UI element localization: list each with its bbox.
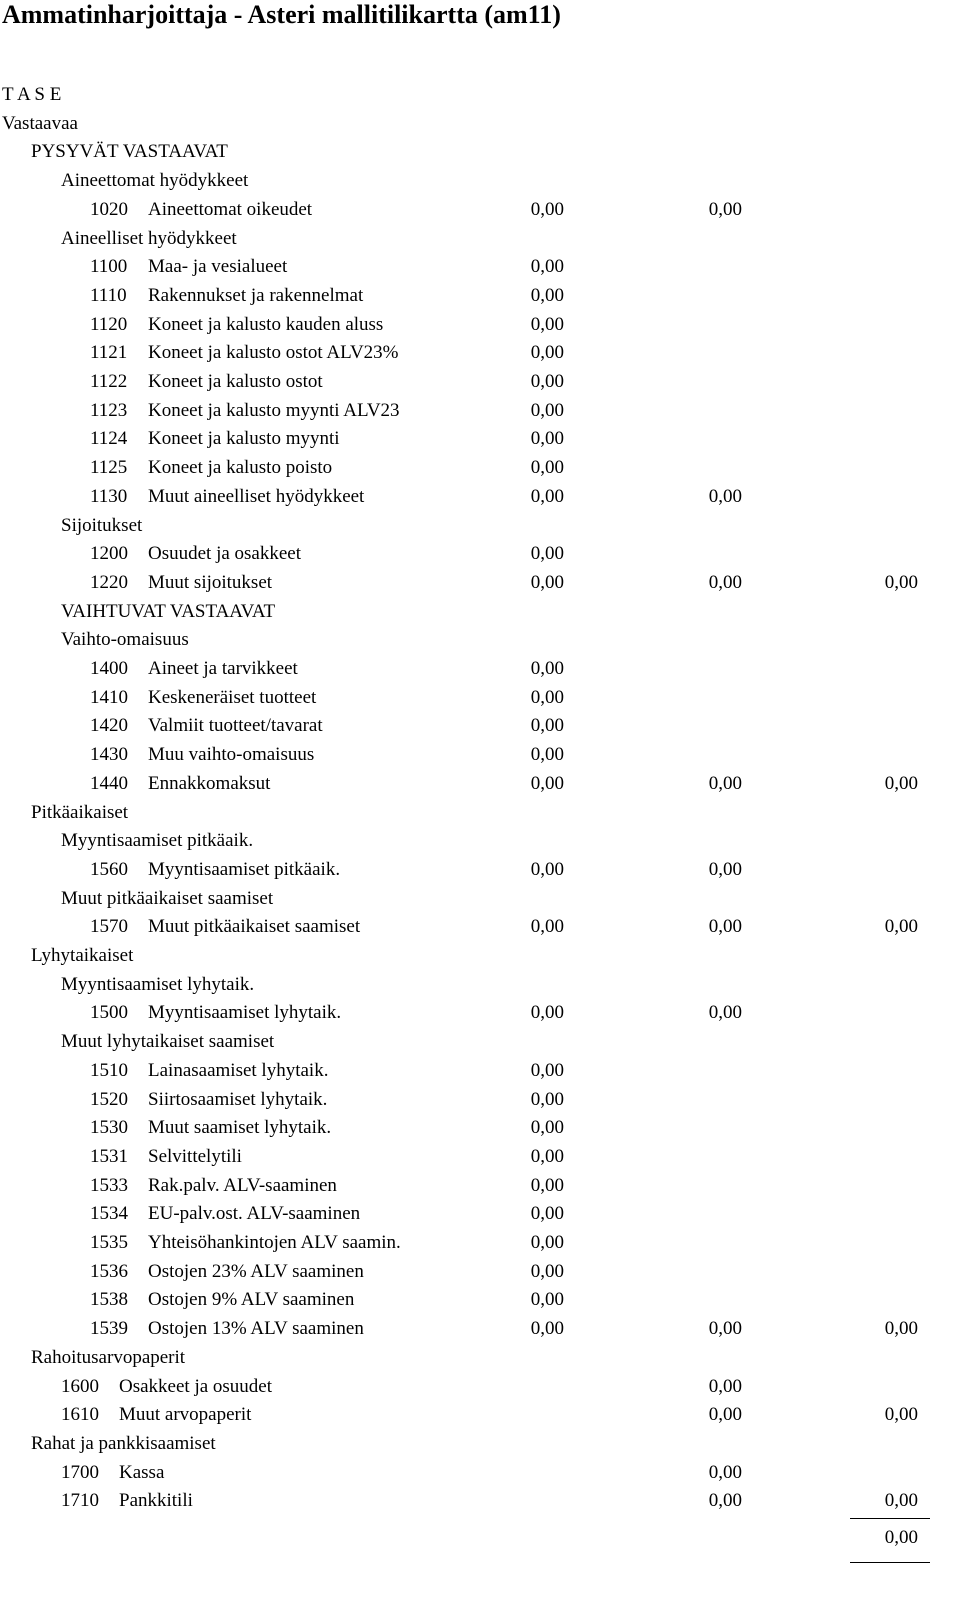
account-row	[0, 568, 960, 597]
amount-col-2: 0,00	[708, 1490, 742, 1512]
amount-col-2: 0,00	[708, 858, 742, 880]
amount-col-1: 0,00	[530, 744, 564, 766]
account-row	[0, 195, 960, 224]
account-code: 1200	[90, 543, 128, 565]
account-name: Keskeneräiset tuotteet	[148, 686, 317, 708]
account-row	[0, 855, 960, 884]
account-name: Lainasaamiset lyhytaik.	[148, 1059, 329, 1081]
amount-col-1: 0,00	[530, 1002, 564, 1024]
account-code: 1534	[90, 1203, 128, 1225]
account-code: 1510	[90, 1059, 128, 1081]
section-heading	[0, 137, 960, 166]
account-row	[0, 1314, 960, 1343]
account-row	[0, 1486, 960, 1515]
amount-col-2: 0,00	[708, 1375, 742, 1397]
section-heading	[0, 109, 960, 138]
amount-col-1: 0,00	[530, 485, 564, 507]
account-row	[0, 338, 960, 367]
account-code: 1110	[90, 284, 127, 306]
section-heading	[0, 80, 960, 109]
grand-total-row	[0, 1523, 960, 1552]
account-row	[0, 1056, 960, 1085]
account-code: 1220	[90, 571, 128, 593]
total-rule-top	[850, 1518, 930, 1519]
account-code: 1538	[90, 1289, 128, 1311]
section-heading	[0, 1343, 960, 1372]
section-label: Aineettomat hyödykkeet	[61, 170, 249, 192]
account-code: 1535	[90, 1232, 128, 1253]
account-code: 1536	[90, 1260, 128, 1282]
amount-col-2: 0,00	[708, 1318, 742, 1340]
section-label: Vaihto-omaisuus	[61, 629, 189, 651]
account-row	[0, 1199, 960, 1228]
account-code: 1610	[61, 1404, 99, 1426]
account-row	[0, 453, 960, 482]
account-name: Siirtosaamiset lyhytaik.	[148, 1088, 328, 1110]
account-code: 1100	[90, 256, 128, 278]
section-heading	[0, 224, 960, 253]
account-name: Ostojen 9% ALV saaminen	[148, 1289, 355, 1311]
section-heading	[0, 625, 960, 654]
account-name: Ostojen 13% ALV saaminen	[148, 1318, 364, 1340]
account-row	[0, 1113, 960, 1142]
account-row	[0, 711, 960, 740]
amount-col-1: 0,00	[530, 428, 564, 450]
amount-col-3: 0,00	[884, 1318, 918, 1340]
amount-col-1: 0,00	[530, 1232, 564, 1253]
amount-col-1: 0,00	[530, 715, 564, 737]
section-heading	[0, 597, 960, 626]
section-label: T A S E	[2, 84, 62, 105]
account-name: Kassa	[119, 1461, 165, 1483]
amount-col-2: 0,00	[708, 571, 742, 593]
account-name: Maa- ja vesialueet	[148, 256, 288, 278]
account-name: Selvittelytili	[148, 1145, 242, 1167]
amount-col-3: 0,00	[884, 1404, 918, 1426]
amount-col-1: 0,00	[530, 313, 564, 335]
account-name: Koneet ja kalusto myynti ALV23	[148, 399, 400, 421]
account-name: Muu vaihto-omaisuus	[148, 744, 315, 766]
account-code: 1533	[90, 1174, 128, 1196]
account-row	[0, 310, 960, 339]
account-name: EU-palv.ost. ALV-saaminen	[148, 1203, 361, 1225]
account-name: Muut arvopaperit	[119, 1404, 252, 1426]
amount-col-1: 0,00	[530, 1117, 564, 1139]
account-code: 1570	[90, 916, 128, 938]
account-row	[0, 396, 960, 425]
account-name: Osuudet ja osakkeet	[148, 543, 302, 565]
account-name: Valmiit tuotteet/tavarat	[148, 715, 323, 737]
account-code: 1123	[90, 399, 128, 421]
account-name: Rakennukset ja rakennelmat	[148, 284, 364, 306]
account-name: Muut saamiset lyhytaik.	[148, 1117, 332, 1139]
account-name: Ennakkomaksut	[148, 772, 271, 794]
section-label: Rahat ja pankkisaamiset	[31, 1432, 216, 1454]
account-row	[0, 740, 960, 769]
account-code: 1430	[90, 744, 128, 766]
amount-col-1: 0,00	[530, 342, 564, 364]
account-code: 1121	[90, 342, 128, 364]
account-code: 1420	[90, 715, 128, 737]
amount-col-1: 0,00	[530, 1260, 564, 1282]
account-code: 1710	[61, 1490, 99, 1512]
account-row	[0, 1458, 960, 1487]
amount-col-1: 0,00	[530, 772, 564, 794]
account-row	[0, 912, 960, 941]
section-heading	[0, 884, 960, 913]
account-name: Koneet ja kalusto poisto	[148, 457, 333, 479]
account-code: 1400	[90, 658, 128, 679]
account-row	[0, 998, 960, 1027]
amount-col-1: 0,00	[530, 1318, 564, 1340]
account-row	[0, 683, 960, 712]
amount-col-1: 0,00	[530, 399, 564, 421]
amount-col-1: 0,00	[530, 571, 564, 593]
account-row	[0, 654, 960, 683]
section-label: Muut lyhytaikaiset saamiset	[61, 1031, 275, 1053]
section-heading	[0, 166, 960, 195]
account-name: Pankkitili	[119, 1490, 193, 1512]
account-row	[0, 1257, 960, 1286]
amount-col-1: 0,00	[530, 1088, 564, 1110]
account-code: 1122	[90, 371, 128, 392]
account-code: 1700	[61, 1461, 99, 1483]
amount-col-3: 0,00	[884, 772, 918, 794]
account-row	[0, 252, 960, 281]
account-code: 1124	[90, 428, 128, 450]
account-code: 1531	[90, 1145, 128, 1167]
amount-col-2: 0,00	[708, 1404, 742, 1426]
amount-col-2: 0,00	[708, 1461, 742, 1483]
account-name: Ostojen 23% ALV saaminen	[148, 1260, 364, 1282]
amount-col-3: 0,00	[884, 1490, 918, 1512]
account-name: Koneet ja kalusto kauden aluss	[148, 313, 384, 335]
section-heading	[0, 1429, 960, 1458]
account-code: 1410	[90, 686, 128, 708]
section-label: Lyhytaikaiset	[31, 945, 134, 966]
amount-col-2: 0,00	[708, 1002, 742, 1024]
section-label: Muut pitkäaikaiset saamiset	[61, 887, 274, 909]
account-name: Aineettomat oikeudet	[148, 198, 313, 220]
amount-col-1: 0,00	[530, 543, 564, 565]
amount-col-2: 0,00	[708, 772, 742, 794]
amount-col-1: 0,00	[530, 256, 564, 278]
account-code: 1560	[90, 858, 128, 880]
account-name: Osakkeet ja osuudet	[119, 1375, 273, 1397]
account-row	[0, 281, 960, 310]
amount-col-2: 0,00	[708, 198, 742, 220]
grand-total-amount: 0,00	[884, 1527, 918, 1548]
amount-col-1: 0,00	[530, 916, 564, 938]
section-heading	[0, 941, 960, 970]
amount-col-2: 0,00	[708, 485, 742, 507]
section-heading	[0, 511, 960, 540]
amount-col-1: 0,00	[530, 284, 564, 306]
amount-col-3: 0,00	[884, 916, 918, 938]
amount-col-1: 0,00	[530, 371, 564, 392]
account-name: Koneet ja kalusto myynti	[148, 428, 340, 450]
amount-col-1: 0,00	[530, 658, 564, 679]
section-label: Myyntisaamiset pitkäaik.	[61, 830, 254, 852]
account-code: 1440	[90, 772, 128, 794]
account-code: 1125	[90, 457, 128, 479]
amount-col-1: 0,00	[530, 1059, 564, 1081]
section-heading	[0, 798, 960, 827]
account-name: Muut pitkäaikaiset saamiset	[148, 916, 361, 938]
account-code: 1530	[90, 1117, 128, 1139]
section-label: Myyntisaamiset lyhytaik.	[61, 973, 255, 995]
account-row	[0, 1372, 960, 1401]
amount-col-1: 0,00	[530, 198, 564, 220]
account-row	[0, 1085, 960, 1114]
section-label: Sijoitukset	[61, 514, 143, 536]
amount-col-1: 0,00	[530, 457, 564, 479]
account-row	[0, 1228, 960, 1257]
amount-col-1: 0,00	[530, 686, 564, 708]
account-name: Koneet ja kalusto ostot	[148, 371, 323, 392]
account-code: 1520	[90, 1088, 128, 1110]
amount-col-1: 0,00	[530, 858, 564, 880]
account-code: 1539	[90, 1318, 128, 1340]
amount-col-1: 0,00	[530, 1203, 564, 1225]
section-label: Aineelliset hyödykkeet	[61, 227, 237, 249]
section-label: Rahoitusarvopaperit	[31, 1346, 186, 1368]
account-code: 1020	[90, 198, 128, 220]
section-heading	[0, 826, 960, 855]
account-row	[0, 482, 960, 511]
account-name: Muut aineelliset hyödykkeet	[148, 485, 365, 507]
amount-col-1: 0,00	[530, 1174, 564, 1196]
amount-col-1: 0,00	[530, 1145, 564, 1167]
amount-col-2: 0,00	[708, 916, 742, 938]
account-name: Rak.palv. ALV-saaminen	[148, 1174, 337, 1196]
account-name: Aineet ja tarvikkeet	[148, 658, 298, 679]
account-name: Koneet ja kalusto ostot ALV23%	[148, 342, 399, 364]
account-row	[0, 769, 960, 798]
section-heading	[0, 970, 960, 999]
account-row	[0, 1400, 960, 1429]
total-rule-bottom	[850, 1562, 930, 1563]
section-label: Pitkäaikaiset	[31, 801, 129, 823]
account-name: Myyntisaamiset lyhytaik.	[148, 1002, 342, 1024]
section-label: Vastaavaa	[2, 112, 78, 134]
section-label: VAIHTUVAT VASTAAVAT	[61, 600, 276, 622]
account-row	[0, 424, 960, 453]
amount-col-1: 0,00	[530, 1289, 564, 1311]
account-row	[0, 367, 960, 396]
account-row	[0, 1171, 960, 1200]
account-code: 1130	[90, 485, 128, 507]
account-row	[0, 1142, 960, 1171]
section-label: PYSYVÄT VASTAAVAT	[31, 141, 228, 163]
amount-col-3: 0,00	[884, 571, 918, 593]
page-title: Ammatinharjoittaja - Asteri mallitilikartta (am11)	[2, 0, 561, 29]
account-code: 1500	[90, 1002, 128, 1024]
account-code: 1120	[90, 313, 128, 335]
account-code: 1600	[61, 1375, 99, 1397]
section-heading	[0, 1027, 960, 1056]
account-name: Myyntisaamiset pitkäaik.	[148, 858, 341, 880]
account-row	[0, 1285, 960, 1314]
account-name: Yhteisöhankintojen ALV saamin.	[148, 1232, 401, 1253]
account-row	[0, 539, 960, 568]
account-name: Muut sijoitukset	[148, 571, 273, 593]
